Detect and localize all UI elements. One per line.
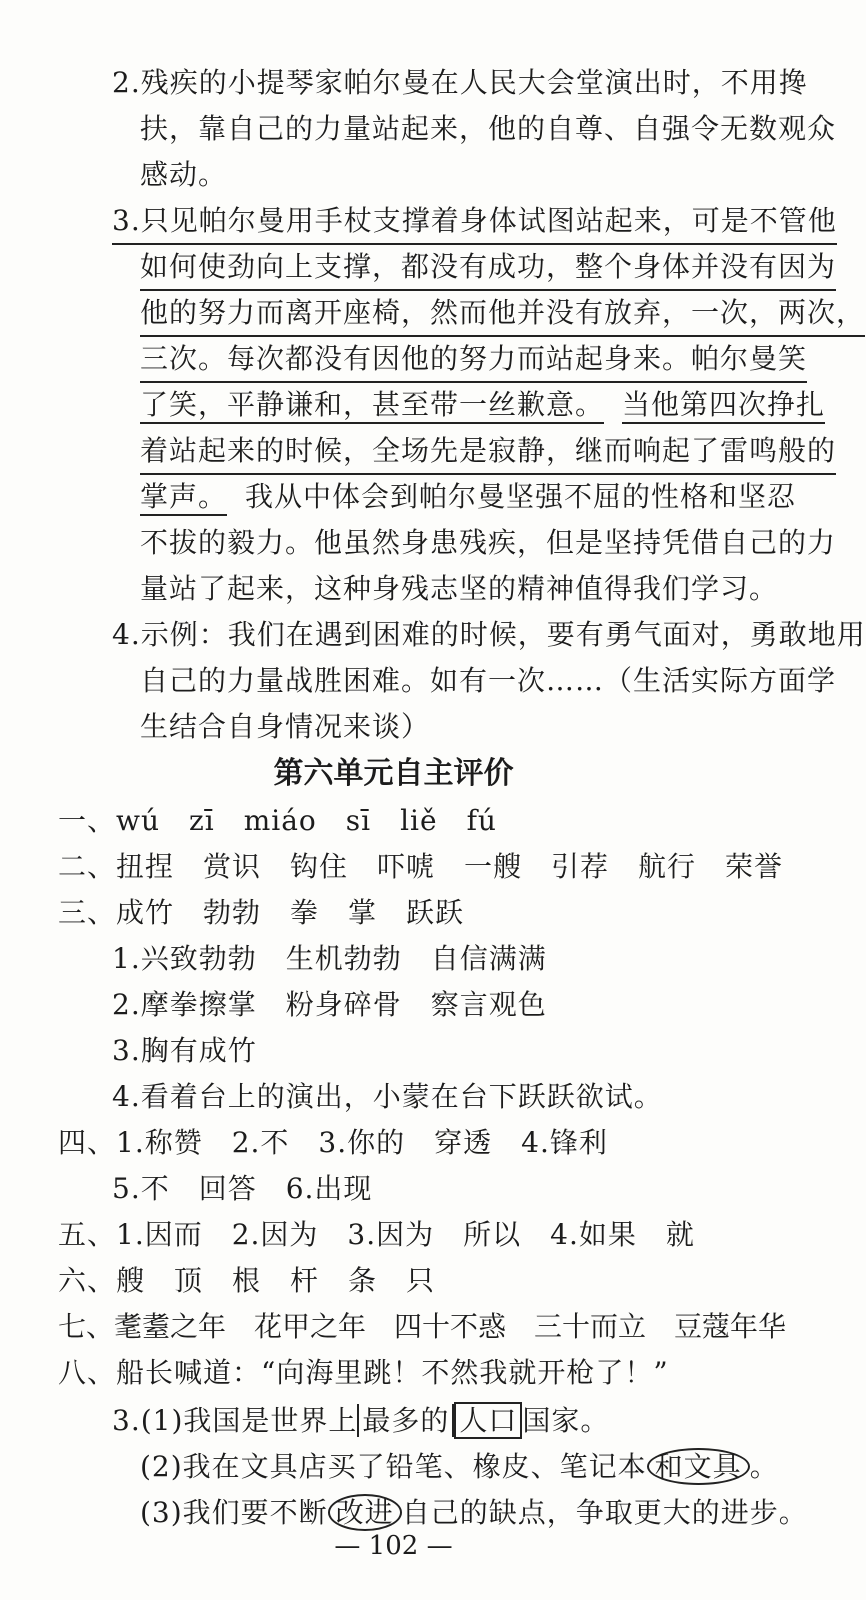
answer-line: 七、耄耋之年 花甲之年 四十不惑 三十而立 豆蔻年华 (58, 1310, 787, 1343)
underlined-segment: 了笑，平静谦和，甚至带一丝歉意。 (140, 388, 604, 424)
text-line: 扶，靠自己的力量站起来，他的自尊、自强令无数观众 (140, 112, 837, 145)
answer-line: 五、1.因而 2.因为 3.因为 所以 4.如果 就 (58, 1218, 695, 1251)
text-segment: (2)我在文具店买了铅笔、橡皮、笔记本 (140, 1450, 647, 1483)
answer-line: 1.兴致勃勃 生机勃勃 自信满满 (112, 942, 547, 975)
text-segment: (3)我们要不断 (140, 1496, 328, 1529)
correction-line-1 (112, 1400, 609, 1442)
text-line: 2.残疾的小提琴家帕尔曼在人民大会堂演出时，不用搀 (112, 66, 808, 99)
text-line: 生结合自身情况来谈） (140, 710, 431, 743)
answer-line: 三、成竹 勃勃 拳 掌 跃跃 (58, 896, 465, 929)
text-line: 感动。 (140, 158, 228, 191)
answer-line: 2.摩拳擦掌 粉身碎骨 察言观色 (112, 988, 547, 1021)
text-line: 不拔的毅力。他虽然身患残疾，但是坚持凭借自己的力 (140, 526, 837, 559)
underlined-line: 如何使劲向上支撑，都没有成功，整个身体并没有因为 (140, 246, 836, 291)
text-line: 4.示例：我们在遇到困难的时候，要有勇气面对，勇敢地用 (112, 618, 866, 651)
underlined-line: 他的努力而离开座椅，然而他并没有放弃，一次，两次， (140, 292, 865, 337)
answer-line: 八、船长喊道：“向海里跳！不然我就开枪了！” (58, 1356, 669, 1389)
underlined-line: 着站起来的时候，全场先是寂静，继而响起了雷鸣般的 (140, 430, 836, 475)
underlined-line: 三次。每次都没有因他的努力而站起身来。帕尔曼笑 (140, 338, 807, 383)
answer-line: 六、艘 顶 根 杆 条 只 (58, 1264, 436, 1297)
text-segment: 我从中体会到帕尔曼坚强不屈的性格和坚忍 (245, 480, 797, 513)
correction-line-2 (140, 1446, 779, 1488)
answer-line: 3.胸有成竹 (112, 1034, 257, 1067)
replacement-oval: 改进 (328, 1494, 402, 1531)
text-segment: 国家。 (522, 1404, 610, 1437)
underlined-line: 3.只见帕尔曼用手杖支撑着身体试图站起来，可是不管他 (112, 200, 837, 245)
text-line: 量站了起来，这种身残志坚的精神值得我们学习。 (140, 572, 779, 605)
answer-line: 5.不 回答 6.出现 (112, 1172, 373, 1205)
text-segment: 自己的缺点，争取更大的进步。 (401, 1496, 808, 1529)
deletion-oval: 和文具 (647, 1448, 750, 1485)
text-segment: 3.(1)我国是世界上 (112, 1404, 358, 1437)
section-title: 第六单元自主评价 (273, 756, 514, 791)
mixed-underline-line (140, 384, 825, 426)
answer-line: 二、扭捏 赏识 钩住 吓唬 一艘 引荐 航行 荣誉 (58, 850, 784, 883)
page-number: — 102 — (334, 1531, 453, 1561)
box-mark: 人口 (454, 1402, 522, 1439)
underlined-segment: 当他第四次挣扎 (622, 388, 825, 424)
mixed-underline-line (140, 476, 796, 518)
text-segment: 。 (749, 1450, 779, 1483)
answer-line: 四、1.称赞 2.不 3.你的 穿透 4.锋利 (58, 1126, 608, 1159)
text-line: 自己的力量战胜困难。如有一次……（生活实际方面学 (140, 664, 837, 697)
answer-line: 一、wú zī miáo sī liě fú (58, 804, 497, 837)
answer-line: 4.看着台上的演出，小蒙在台下跃跃欲试。 (112, 1080, 663, 1113)
underlined-segment: 掌声。 (140, 480, 227, 516)
bracket-mark: 最多的 (357, 1404, 454, 1437)
